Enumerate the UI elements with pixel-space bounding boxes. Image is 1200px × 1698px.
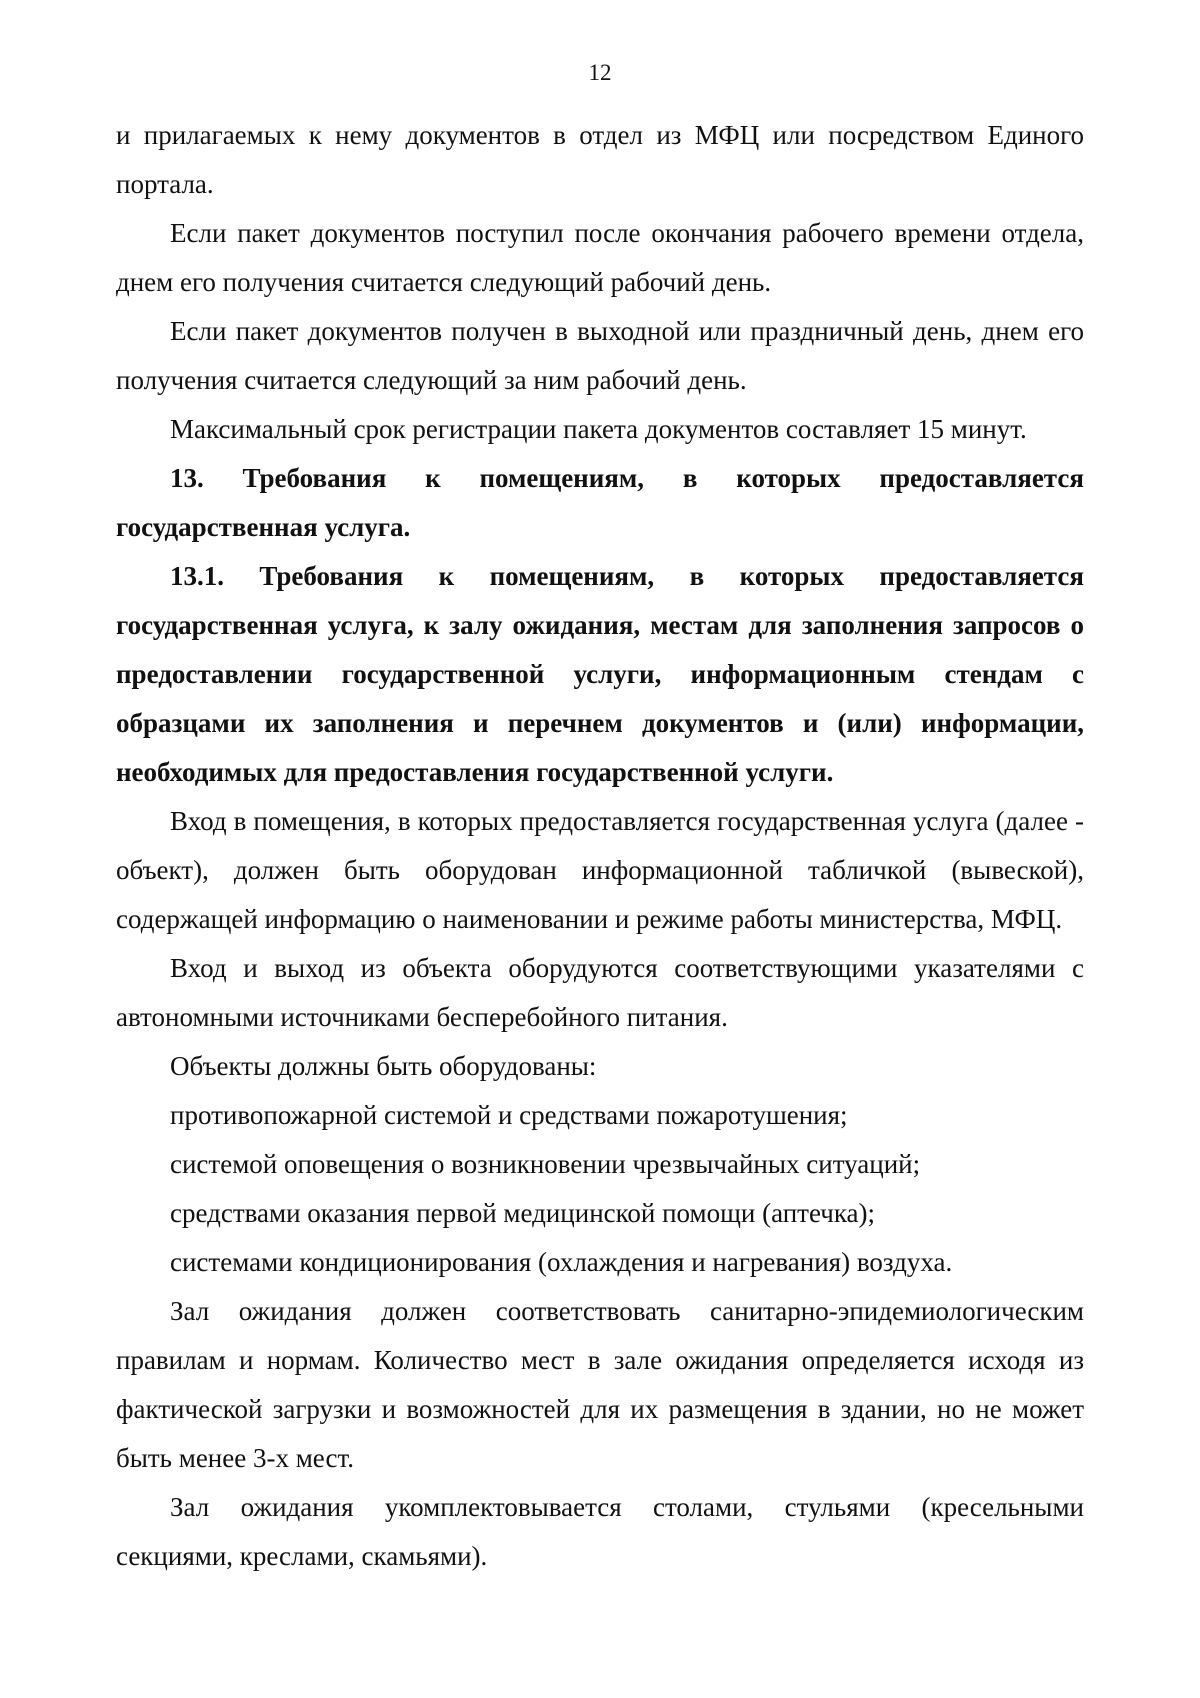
section-heading-13-1: 13.1. Требования к помещениям, в которых предоставляется государственная услуга, к залу ожидания, местам для заполнения запросов о предоставлении государственной услуги, информационным стендам с образцами их заполнения и перечнем документов и (или) информации, необходимых для предоставления государственной услуги. bbox=[116, 561, 1084, 787]
list-item-emergency-alert: системой оповещения о возникновении чрезвычайных ситуаций; bbox=[170, 1149, 921, 1179]
document-body bbox=[116, 111, 1084, 1581]
section-heading-13: 13. Требования к помещениям, в которых предоставляется государственная услуга. bbox=[116, 463, 1084, 542]
paragraph-waiting-hall-furniture: Зал ожидания укомплектовывается столами, стульями (кресельными секциями, креслами, скамьями). bbox=[116, 1492, 1084, 1571]
list-item-fire-system: противопожарной системой и средствами пожаротушения; bbox=[170, 1100, 848, 1130]
page-number: 12 bbox=[588, 60, 612, 85]
paragraph-waiting-hall-norms: Зал ожидания должен соответствовать санитарно-эпидемиологическим правилам и нормам. Количество мест в зале ожидания определяется исходя из фактической загрузки и возможностей для их размещения в здании, но не может быть менее 3-х мест. bbox=[116, 1296, 1084, 1473]
paragraph-entrance-signage: Вход в помещения, в которых предоставляется государственная услуга (далее - объект), должен быть оборудован информационной табличкой (вывеской), содержащей информацию о наименовании и режиме работы министерства, МФЦ. bbox=[116, 806, 1084, 934]
paragraph-after-hours-receipt: Если пакет документов поступил после окончания рабочего времени отдела, днем его получения считается следующий рабочий день. bbox=[116, 218, 1084, 297]
paragraph-max-registration-time: Максимальный срок регистрации пакета документов составляет 15 минут. bbox=[170, 414, 1027, 444]
paragraph-continuation: и прилагаемых к нему документов в отдел из МФЦ или посредством Единого портала. bbox=[116, 120, 1084, 199]
list-item-first-aid: средствами оказания первой медицинской помощи (аптечка); bbox=[170, 1198, 876, 1228]
paragraph-holiday-receipt: Если пакет документов получен в выходной или праздничный день, днем его получения считается следующий за ним рабочий день. bbox=[116, 316, 1084, 395]
paragraph-equipment-intro: Объекты должны быть оборудованы: bbox=[170, 1051, 597, 1081]
paragraph-entrance-exit-signs: Вход и выход из объекта оборудуются соответствующими указателями с автономными источниками бесперебойного питания. bbox=[116, 953, 1084, 1032]
list-item-air-conditioning: системами кондиционирования (охлаждения и нагревания) воздуха. bbox=[170, 1247, 953, 1277]
